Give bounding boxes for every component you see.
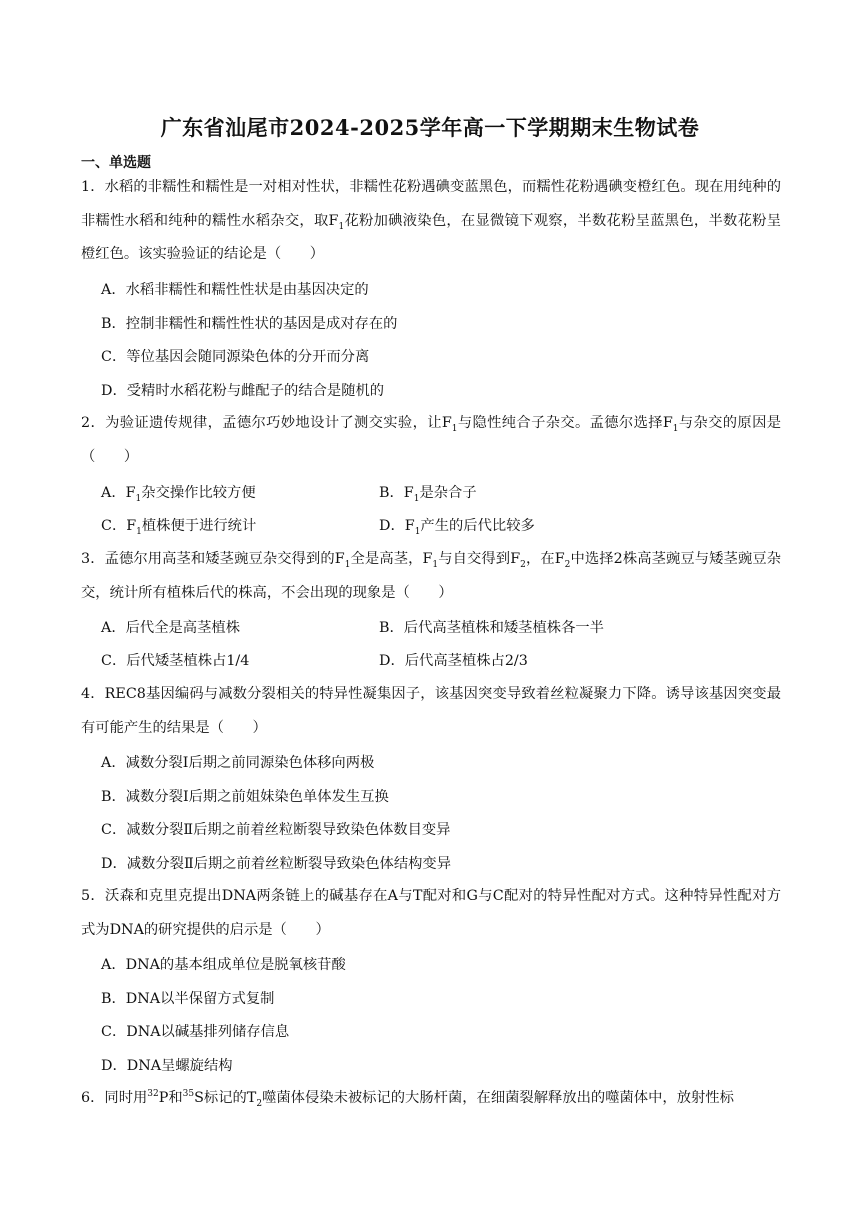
question-5-option-b: B．DNA以半保留方式复制 xyxy=(101,991,275,1007)
question-4-stem: 4．REC8基因编码与减数分裂相关的特异性凝集因子，该基因突变导致着丝粒凝聚力下降。诱导该基因突变最有可能产生的结果是（ ） xyxy=(81,686,781,736)
question-4-option-c: C．减数分裂Ⅱ后期之前着丝粒断裂导致染色体数目变异 xyxy=(101,822,451,838)
question-1-stem: 1．水稻的非糯性和糯性是一对相对性状，非糯性花粉遇碘变蓝黑色，而糯性花粉遇碘变橙红色。现在用纯种的非糯性水稻和纯种的糯性水稻杂交，取$F_1$花粉加碘液染色，在显微镜下观察，半数花粉呈蓝黑色，半数花粉呈橙红色。该实验验证的结论是（ ） xyxy=(81,179,781,262)
question-3-option-d: D．后代高茎植株占2/3 xyxy=(379,653,528,669)
question-1-option-d: D．受精时水稻花粉与雌配子的结合是随机的 xyxy=(101,383,385,399)
question-4-option-d: D．减数分裂Ⅱ后期之前着丝粒断裂导致染色体结构变异 xyxy=(101,856,452,872)
question-1-option-c: C．等位基因会随同源染色体的分开而分离 xyxy=(101,349,370,365)
question-3-option-b: B．后代高茎植株和矮茎植株各一半 xyxy=(379,620,604,636)
question-5-option-a: A．DNA的基本组成单位是脱氧核苷酸 xyxy=(101,957,346,973)
question-5-option-d: D．DNA呈螺旋结构 xyxy=(101,1058,233,1074)
question-5-stem: 5．沃森和克里克提出DNA两条链上的碱基存在A与T配对和G与C配对的特异性配对方式。这种特异性配对方式为DNA的研究提供的启示是（ ） xyxy=(81,888,781,938)
question-3-stem: 3．孟德尔用高茎和矮茎豌豆杂交得到的$F_1$全是高茎，$F_1$与自交得到$F_2$，在$F_2$中选择2株高茎豌豆与矮茎豌豆杂交，统计所有植株后代的株高，不会出现的现象是（ ） xyxy=(81,551,782,601)
page-title: 广东省汕尾市2024-2025学年高一下学期期末生物试卷 xyxy=(160,115,700,140)
question-3-option-a: A．后代全是高茎植株 xyxy=(101,620,240,636)
question-5-option-c: C．DNA以碱基排列储存信息 xyxy=(101,1024,290,1040)
question-2-stem: 2．为验证遗传规律，孟德尔巧妙地设计了测交实验，让$F_1$与隐性纯合子杂交。孟德尔选择$F_1$与杂交的原因是（ ） xyxy=(81,415,782,465)
question-2-option-c: C．$F_1$植株便于进行统计 xyxy=(101,518,257,537)
question-2-option-d: D．$F_1$产生的后代比较多 xyxy=(379,518,535,537)
section-heading: 一、单选题 xyxy=(81,155,151,171)
question-3-option-c: C．后代矮茎植株占1/4 xyxy=(101,653,250,669)
question-1-option-a: A．水稻非糯性和糯性性状是由基因决定的 xyxy=(101,282,369,298)
question-1-option-b: B．控制非糯性和糯性性状的基因是成对存在的 xyxy=(101,316,398,332)
question-2-option-a: A．$F_1$杂交操作比较方便 xyxy=(101,485,256,504)
question-6-stem: 6．同时用$^{32}$P和$^{35}$S标记的$T_2$噬菌体侵染未被标记的大肠杆菌，在细菌裂解释放出的噬菌体中，放射性标 xyxy=(81,1089,734,1109)
question-2-option-b: B．$F_1$是杂合子 xyxy=(379,485,477,504)
question-4-option-a: A．减数分裂Ⅰ后期之前同源染色体移向两极 xyxy=(101,755,375,771)
question-4-option-b: B．减数分裂Ⅰ后期之前姐妹染色单体发生互换 xyxy=(101,789,389,805)
